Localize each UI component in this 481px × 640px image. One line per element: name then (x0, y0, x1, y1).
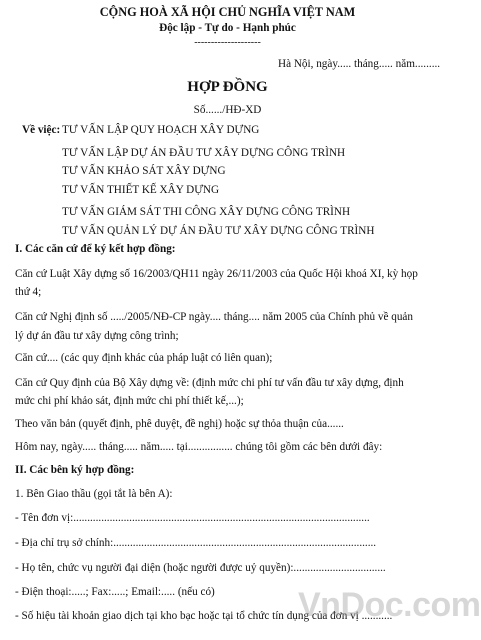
section1-line: mức chi phí khảo sát, định mức chi phí thiết kế,...); (15, 395, 244, 407)
section1-line: Căn cứ.... (các quy định khác của pháp luật có liên quan); (15, 352, 273, 364)
subject-item: TƯ VẤN QUẢN LÝ DỰ ÁN ĐẦU TƯ XÂY DỰNG CÔNG TRÌNH (62, 225, 375, 237)
subject-item: TƯ VẤN LẬP QUY HOẠCH XÂY DỰNG (62, 124, 260, 136)
section2-heading: II. Các bên ký hợp đồng: (15, 464, 135, 476)
section2-line: - Điện thoại:.....; Fax:.....; Email:..... (nếu có) (15, 586, 215, 598)
subject-label: Về việc: (22, 124, 61, 136)
section2-line: - Họ tên, chức vụ người đại diện (hoặc người được uỷ quyền):................................. (15, 562, 386, 574)
contract-number: Số....../HĐ-XD (193, 104, 262, 116)
section2-line: - Số hiệu tài khoản giao dịch tại kho bạc hoặc tại tổ chức tín dụng của đơn vị ........... (15, 610, 393, 622)
section1-line: Hôm nay, ngày..... tháng..... năm..... tại................ chúng tôi gồm các bên dưới đây: (15, 441, 383, 453)
section1-line: Căn cứ Quy định của Bộ Xây dựng về: (định mức chi phí tư vấn đầu tư xây dựng, định (15, 377, 404, 389)
subject-item: TƯ VẤN GIÁM SÁT THI CÔNG XÂY DỰNG CÔNG TRÌNH (62, 206, 351, 218)
motto: Độc lập - Tự do - Hạnh phúc (159, 22, 296, 34)
subject-item: TƯ VẤN KHẢO SÁT XÂY DỰNG (62, 165, 226, 177)
section2-line: - Tên đơn vị:.......................................................................................................... (15, 512, 370, 524)
contract-title: HỢP ĐỒNG (187, 79, 268, 95)
section1-heading: I. Các căn cứ để ký kết hợp đồng: (15, 243, 176, 255)
section1-line: thứ 4; (15, 286, 42, 298)
section1-line: Theo văn bản (quyết định, phê duyệt, đề nghị) hoặc sự thỏa thuận của...... (15, 418, 344, 430)
section1-line: Căn cứ Luật Xây dựng số 16/2003/QH11 ngày 26/11/2003 của Quốc Hội khoá XI, kỳ họp (15, 268, 418, 280)
national-title: CỘNG HOÀ XÃ HỘI CHỦ NGHĨA VIỆT NAM (99, 5, 356, 19)
section1-line: lý dự án đầu tư xây dựng công trình; (15, 330, 179, 342)
section2-line: 1. Bên Giao thầu (gọi tắt là bên A): (15, 488, 173, 500)
header-rule: -------------------- (194, 37, 261, 48)
subject-item: TƯ VẤN LẬP DỰ ÁN ĐẦU TƯ XÂY DỰNG CÔNG TRÌNH (62, 147, 346, 159)
watermark-logo: VnDoc.com (298, 586, 481, 624)
section2-line: - Địa chỉ trụ sở chính:.............................................................................................. (15, 537, 377, 549)
date-line: Hà Nội, ngày..... tháng..... năm......... (278, 58, 441, 70)
subject-item: TƯ VẤN THIẾT KẾ XÂY DỰNG (62, 184, 220, 196)
section1-line: Căn cứ Nghị định số ...../2005/NĐ-CP ngày.... tháng.... năm 2005 của Chính phủ về quản (15, 311, 413, 323)
